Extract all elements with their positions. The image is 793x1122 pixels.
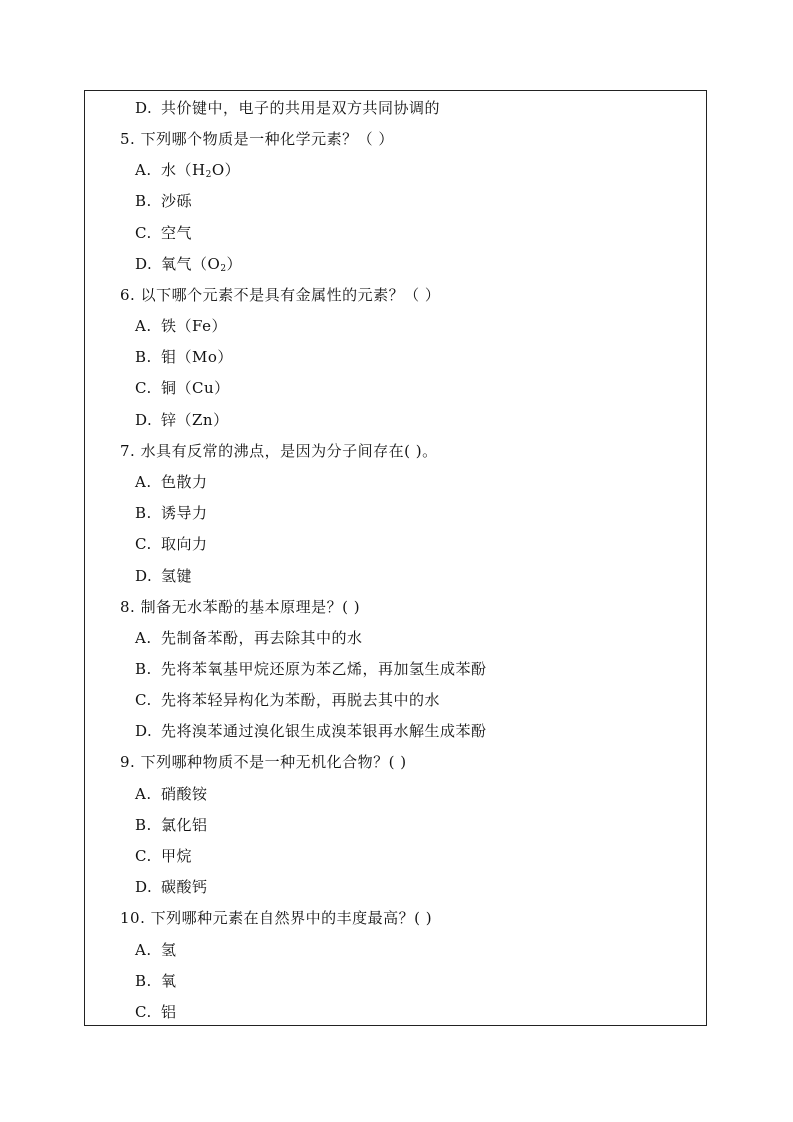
subscript: 2 [220,264,227,274]
question-8 [120,597,360,617]
option-8c [135,690,440,710]
option-10a [135,940,177,960]
option-label: A. [135,473,152,491]
option-text: 共价键中，电子的共用是双方共同协调的 [161,99,441,117]
question-text: 制备无水苯酚的基本原理是？( ) [140,598,361,616]
option-text: 铜（Cu） [161,379,230,397]
question-number: 9. [120,753,136,771]
option-text-post: ） [226,255,243,273]
option-5d [135,254,242,274]
question-number: 10. [120,909,146,927]
option-text: 碳酸钙 [161,878,208,896]
option-text: 诱导力 [161,504,208,522]
option-text: 先将苯氧基甲烷还原为苯乙烯，再加氢生成苯酚 [161,660,487,678]
option-label: D. [135,878,153,896]
option-7b [135,503,208,523]
option-text: 铁（Fe） [161,317,227,335]
option-text: 空气 [161,224,193,242]
option-6c [135,378,230,398]
option-text: 氧 [161,972,177,990]
question-7 [120,441,438,461]
option-6b [135,347,233,367]
question-text: 下列哪个物质是一种化学元素？（ ） [140,130,394,148]
option-label: D. [135,411,153,429]
option-text: 氢键 [161,567,193,585]
option-label: A. [135,941,152,959]
option-label: C. [135,224,152,242]
option-5a [135,160,240,180]
option-text-pre: 氧气（O [161,255,221,273]
question-9 [120,752,407,772]
question-text: 下列哪种物质不是一种无机化合物？( ) [140,753,407,771]
option-label: D. [135,255,153,273]
option-text: 先将溴苯通过溴化银生成溴苯银再水解生成苯酚 [161,722,487,740]
option-text: 甲烷 [161,847,193,865]
option-label: B. [135,972,152,990]
option-text: 铝 [161,1003,177,1021]
question-10 [120,908,432,928]
option-label: B. [135,348,152,366]
option-label: B. [135,816,152,834]
option-7c [135,534,208,554]
option-10c [135,1002,177,1022]
option-label: C. [135,1003,152,1021]
question-number: 6. [120,286,136,304]
option-label: B. [135,192,152,210]
option-label: A. [135,161,152,179]
option-label: C. [135,379,152,397]
option-text: 锌（Zn） [161,411,229,429]
option-text: 取向力 [161,535,208,553]
option-8a [135,628,363,648]
question-5 [120,129,394,149]
option-text: 氯化铝 [161,816,208,834]
option-text-post: O） [211,161,241,179]
option-label: B. [135,660,152,678]
question-number: 7. [120,442,136,460]
option-10b [135,971,177,991]
option-label: B. [135,504,152,522]
option-9b [135,815,208,835]
option-text: 钼（Mo） [161,348,233,366]
option-label: C. [135,535,152,553]
question-text: 下列哪种元素在自然界中的丰度最高？( ) [150,909,433,927]
option-5c [135,223,192,243]
option-label: D. [135,99,153,117]
option-text: 色散力 [161,473,208,491]
option-label: A. [135,629,152,647]
question-number: 8. [120,598,136,616]
option-6a [135,316,227,336]
option-9a [135,784,208,804]
option-label: D. [135,567,153,585]
option-7a [135,472,208,492]
question-6 [120,285,440,305]
option-8d [135,721,487,741]
option-label: C. [135,847,152,865]
option-label: C. [135,691,152,709]
option-label: A. [135,317,152,335]
option-text-pre: 水（H [161,161,206,179]
option-7d [135,566,192,586]
option-text: 先制备苯酚，再去除其中的水 [161,629,363,647]
option-text: 硝酸铵 [161,785,208,803]
option-8b [135,659,487,679]
question-text: 水具有反常的沸点，是因为分子间存在( )。 [140,442,438,460]
option-5b [135,191,192,211]
subscript: 2 [205,170,212,180]
option-text: 氢 [161,941,177,959]
option-text: 沙砾 [161,192,193,210]
option-text: 先将苯轻异构化为苯酚，再脱去其中的水 [161,691,441,709]
option-label: D. [135,722,153,740]
question-number: 5. [120,130,136,148]
option-6d [135,410,229,430]
option-9d [135,877,208,897]
question-text: 以下哪个元素不是具有金属性的元素？（ ） [140,286,441,304]
option-label: A. [135,785,152,803]
option-9c [135,846,192,866]
option-4d [135,98,440,118]
